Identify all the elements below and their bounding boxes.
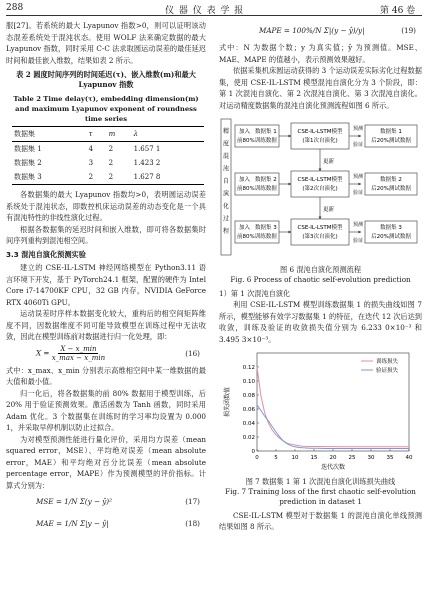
side-label-char: 度 [222,140,230,148]
table-row [12,170,204,185]
figure-6-caption-en: Fig. 6 Process of chaotic self-evolution prediction [230,274,411,284]
validate-label: 验证 [353,190,364,196]
left-column [6,20,206,535]
table-cell: 2 [108,173,114,181]
x-tick-label: 20 [329,455,337,461]
table-cell: 2 [108,145,114,153]
equation-19 [219,20,422,42]
output-label: 数据集 3 [380,225,402,231]
output-label: 后20%测试数据 [371,234,411,240]
y-tick-label: 0.02 [242,435,255,441]
validate-label: 验证 [353,142,364,148]
paragraph: 各数据集的最大 Lyapunov 指数均>0，表明圆运动误差系统处于混沌状态，即数控机床运动误差的动态变化是一个具有混沌特性的非线性演化过程。 [6,190,206,222]
y-tick-label: 0 [251,449,255,455]
equation-number: (19) [401,26,416,36]
input-label: 加入 [239,177,251,183]
output-label: 后20%测试数据 [371,138,411,144]
side-label-char: 沌 [222,165,230,173]
table-cell: 2 [88,173,94,181]
flowchart [219,111,422,261]
equation-18 [6,513,206,535]
table-cell: 3 [88,159,94,167]
y-tick-label: 0.10 [242,379,255,385]
x-tick-label: 35 [386,455,394,461]
input-label: 加入 [239,129,251,135]
table-caption-cn: 表 2 圆度时间序列的时间延迟(τ)、嵌入维数(m)和最大 Lyapunov 指数 [16,70,196,89]
validate-label: 预测 [353,126,364,132]
input-label: 前80%训练数据 [237,234,277,240]
model-label: CSE-IL-LSTM模型 [297,177,343,183]
x-tick-label: 15 [310,455,318,461]
paragraph: 归一化后，将各数据集的前 80% 数据用于模型训练，后 20% 用于验证预测效果。激活函数为 Tanh 函数，同时采用 Adam 优化。3 个数据集在训练时的学习率均设置为 0.000 1，并采取早停机制以防止过拟合。 [6,388,206,432]
table-row [12,142,204,157]
y-axis-label: 损失函数值 [224,386,231,418]
paragraph: 建立的 CSE-IL-LSTM 神经网络模型在 Python3.11 语言环境下开发，基于 PyTorch24.1 框架，配置的硬件为 Intel Core i7-14700KF CPU，32 GB 内存，NVIDIA GeForce RTX 4060Ti GPU。 [6,263,206,307]
figure-7 [219,345,422,477]
x-axis-label: 迭代次数 [320,464,346,471]
x-tick-label: 30 [367,455,375,461]
subsection-heading: 1）第 1 次混沌自演化 [219,288,291,298]
model-label: CSE-IL-LSTM模型 [297,225,343,231]
equation-number: (16) [185,348,200,358]
eq-fraction [52,345,105,362]
update-label: 更新 [323,207,335,213]
model-label: CSE-IL-LSTM模型 [297,129,343,135]
equation-number: (17) [185,497,200,507]
table-header: λ [133,130,139,138]
equation-17 [6,491,206,513]
journal-title: 仪 器 仪 表 学 报 [165,6,245,16]
model-box [291,219,349,245]
table-cell: 1.627 8 [133,173,161,181]
table-header: m [108,130,116,138]
x-tick-label: 25 [348,455,356,461]
model-box [291,123,349,149]
figure-7-caption-en: Fig. 7 Training loss of the first chaotic self-evolution prediction in dataset 1 [225,486,416,506]
x-tick-label: 10 [291,455,299,461]
equation-number: (18) [185,519,200,529]
table-cell: 1.423 2 [133,159,161,167]
paragraph: 为对模型预测性能进行量化评价，采用均方误差（mean squared error，MSE）、平均绝对误差（mean absolute error，MAE）和平均绝对百分比误差（mean absolute percentage error，MAPE）作为预测模型的评价指标。计算式分别为： [6,434,206,490]
y-tick-label: 0.06 [242,407,255,413]
output-label: 数据集 1 [380,129,402,135]
table-cell: 数据集 2 [14,159,42,167]
equation-text: MSE = 1/N Σ(y − ŷ)² [36,497,112,507]
output-label: 后20%测试数据 [371,186,411,192]
page-header [0,0,427,15]
model-stage-label: (第3次自演化) [302,234,338,240]
table-cell: 4 [88,145,94,153]
page-number: 288 [6,3,24,13]
update-label: 更新 [323,159,335,165]
eq-numerator: X − x_min [60,345,97,353]
eq-lhs: X = [36,348,50,358]
input-label: 加入 [239,225,251,231]
input-label: 前80%训练数据 [237,138,277,144]
header-rule [6,15,422,16]
volume-label: 第 46 卷 [380,6,416,16]
model-stage-label: (第1次自演化) [302,138,338,144]
table-header: τ [88,130,93,138]
table-cell: 2 [108,159,114,167]
model-stage-label: (第2次自演化) [302,186,338,192]
x-tick-label: 40 [405,455,413,461]
output-label: 数据集 2 [380,177,402,183]
loss-chart [219,345,422,473]
y-tick-label: 0.12 [242,365,255,371]
side-label-char: 混 [222,153,230,160]
y-tick-label: 0.04 [242,421,255,427]
paragraph: 运动误差时序样本数据变化较大，重构后的相空间矩阵维度不同，因数据维度不同可能导致模型在训练过程中无法收敛，因此在模型训练前对数据进行归一化处理，即： [6,309,206,341]
table-caption-en: Table 2 Time delay(τ), embedding dimension(m) and maximum Lyapunov exponent of roundness time series [13,95,199,123]
figure-7-caption-cn: 图 7 数据集 1 第 1 次混沌自演化训练损失曲线 [245,476,396,486]
side-label-char: 精 [222,128,230,135]
series-line-2 [257,405,409,449]
figure-6 [219,111,422,265]
legend-label: 验证损失 [376,368,399,374]
eq-denominator: x_max − x_min [51,354,106,362]
validate-label: 预测 [353,174,364,180]
paragraph: CSE-IL-LSTM 模型对于数据集 1 的混沌自演化单线预测结果如图 8 所示。 [219,510,422,531]
legend-label: 训练损失 [376,359,399,365]
table-cell: 数据集 1 [14,145,42,153]
side-label-char: 自 [222,178,230,185]
side-label-char: 化 [222,203,230,210]
section-heading: 3.3 混沌自演化预测实验 [6,249,86,259]
equation-16 [6,343,206,365]
dataset-label: 数据集 1 [255,129,277,135]
figure-6-caption-cn: 图 6 混沌自演化预测流程 [279,264,362,274]
results-table [12,126,204,185]
x-tick-label: 0 [255,455,259,461]
side-label-char: 过 [222,215,230,223]
table-header: 数据集 [14,130,35,138]
table-cell: 1.657 1 [133,145,161,153]
table-cell: 数据集 3 [14,173,42,181]
paragraph: 根据各数据集的延迟时间和嵌入维数，即可将各数据集时间序列重构到混沌相空间。 [6,224,206,245]
side-label-char: 程 [222,228,230,235]
model-box [291,171,349,197]
table-row [12,156,204,170]
paragraph: 服[27]。若系统的最大 Lyapunov 指数>0，则可以证明该动态混差系统处于混沌状态。使用 WOLF 法来确定数据的最大 Lyapunov 指数，同时采用 C-C 法求取圆运动误差的最佳延迟时间和最佳嵌入维数，结果如表 2 所示。 [6,21,206,65]
right-column [219,20,422,533]
side-label-char: 演 [222,190,230,198]
paragraph: 利用 CSE-IL-LSTM 模型训练数据集 1 的损失曲线如图 7 所示，模型能够有效学习数据集 1 的特征，在迭代 12 次后达到收敛，训练及验证的收敛损失值分别为 6.233 0×10⁻³ 和 3.495 3×10⁻³。 [219,300,422,344]
input-label: 前80%训练数据 [237,186,277,192]
dataset-label: 数据集 3 [255,225,277,231]
x-tick-label: 5 [274,455,278,461]
paragraph: 式中：x_max、x_min 分别表示高维相空间中某一维数据的最大值和最小值。 [6,365,206,386]
dataset-label: 数据集 2 [255,177,277,183]
validate-label: 验证 [353,238,364,244]
y-tick-label: 0.08 [242,393,255,399]
validate-label: 预测 [353,222,364,228]
paragraph: 式中：N 为数据个数；y 为真实值；ŷ 为预测值。MSE、MAE、MAPE 的值越小，表示预测效果越好。 [219,43,422,64]
paragraph: 依据采集机床圆运动获得的 3 个运动误差实际劣化过程数据集，使用 CSE-IL-LSTM 模型混沌自演化分为 3 个阶段，即：第 1 次混沌自演化、第 2 次混沌自演化、第 3 次混沌自演化。对运动精度数据集的混沌自演化预测流程如图 6 所示。 [219,66,422,110]
equation-text: MAPE = 100%/N Σ|(y − ŷ)/y| [259,26,365,36]
equation-text: MAE = 1/N Σ|y − ŷ| [36,519,109,529]
series-line-1 [257,367,409,447]
